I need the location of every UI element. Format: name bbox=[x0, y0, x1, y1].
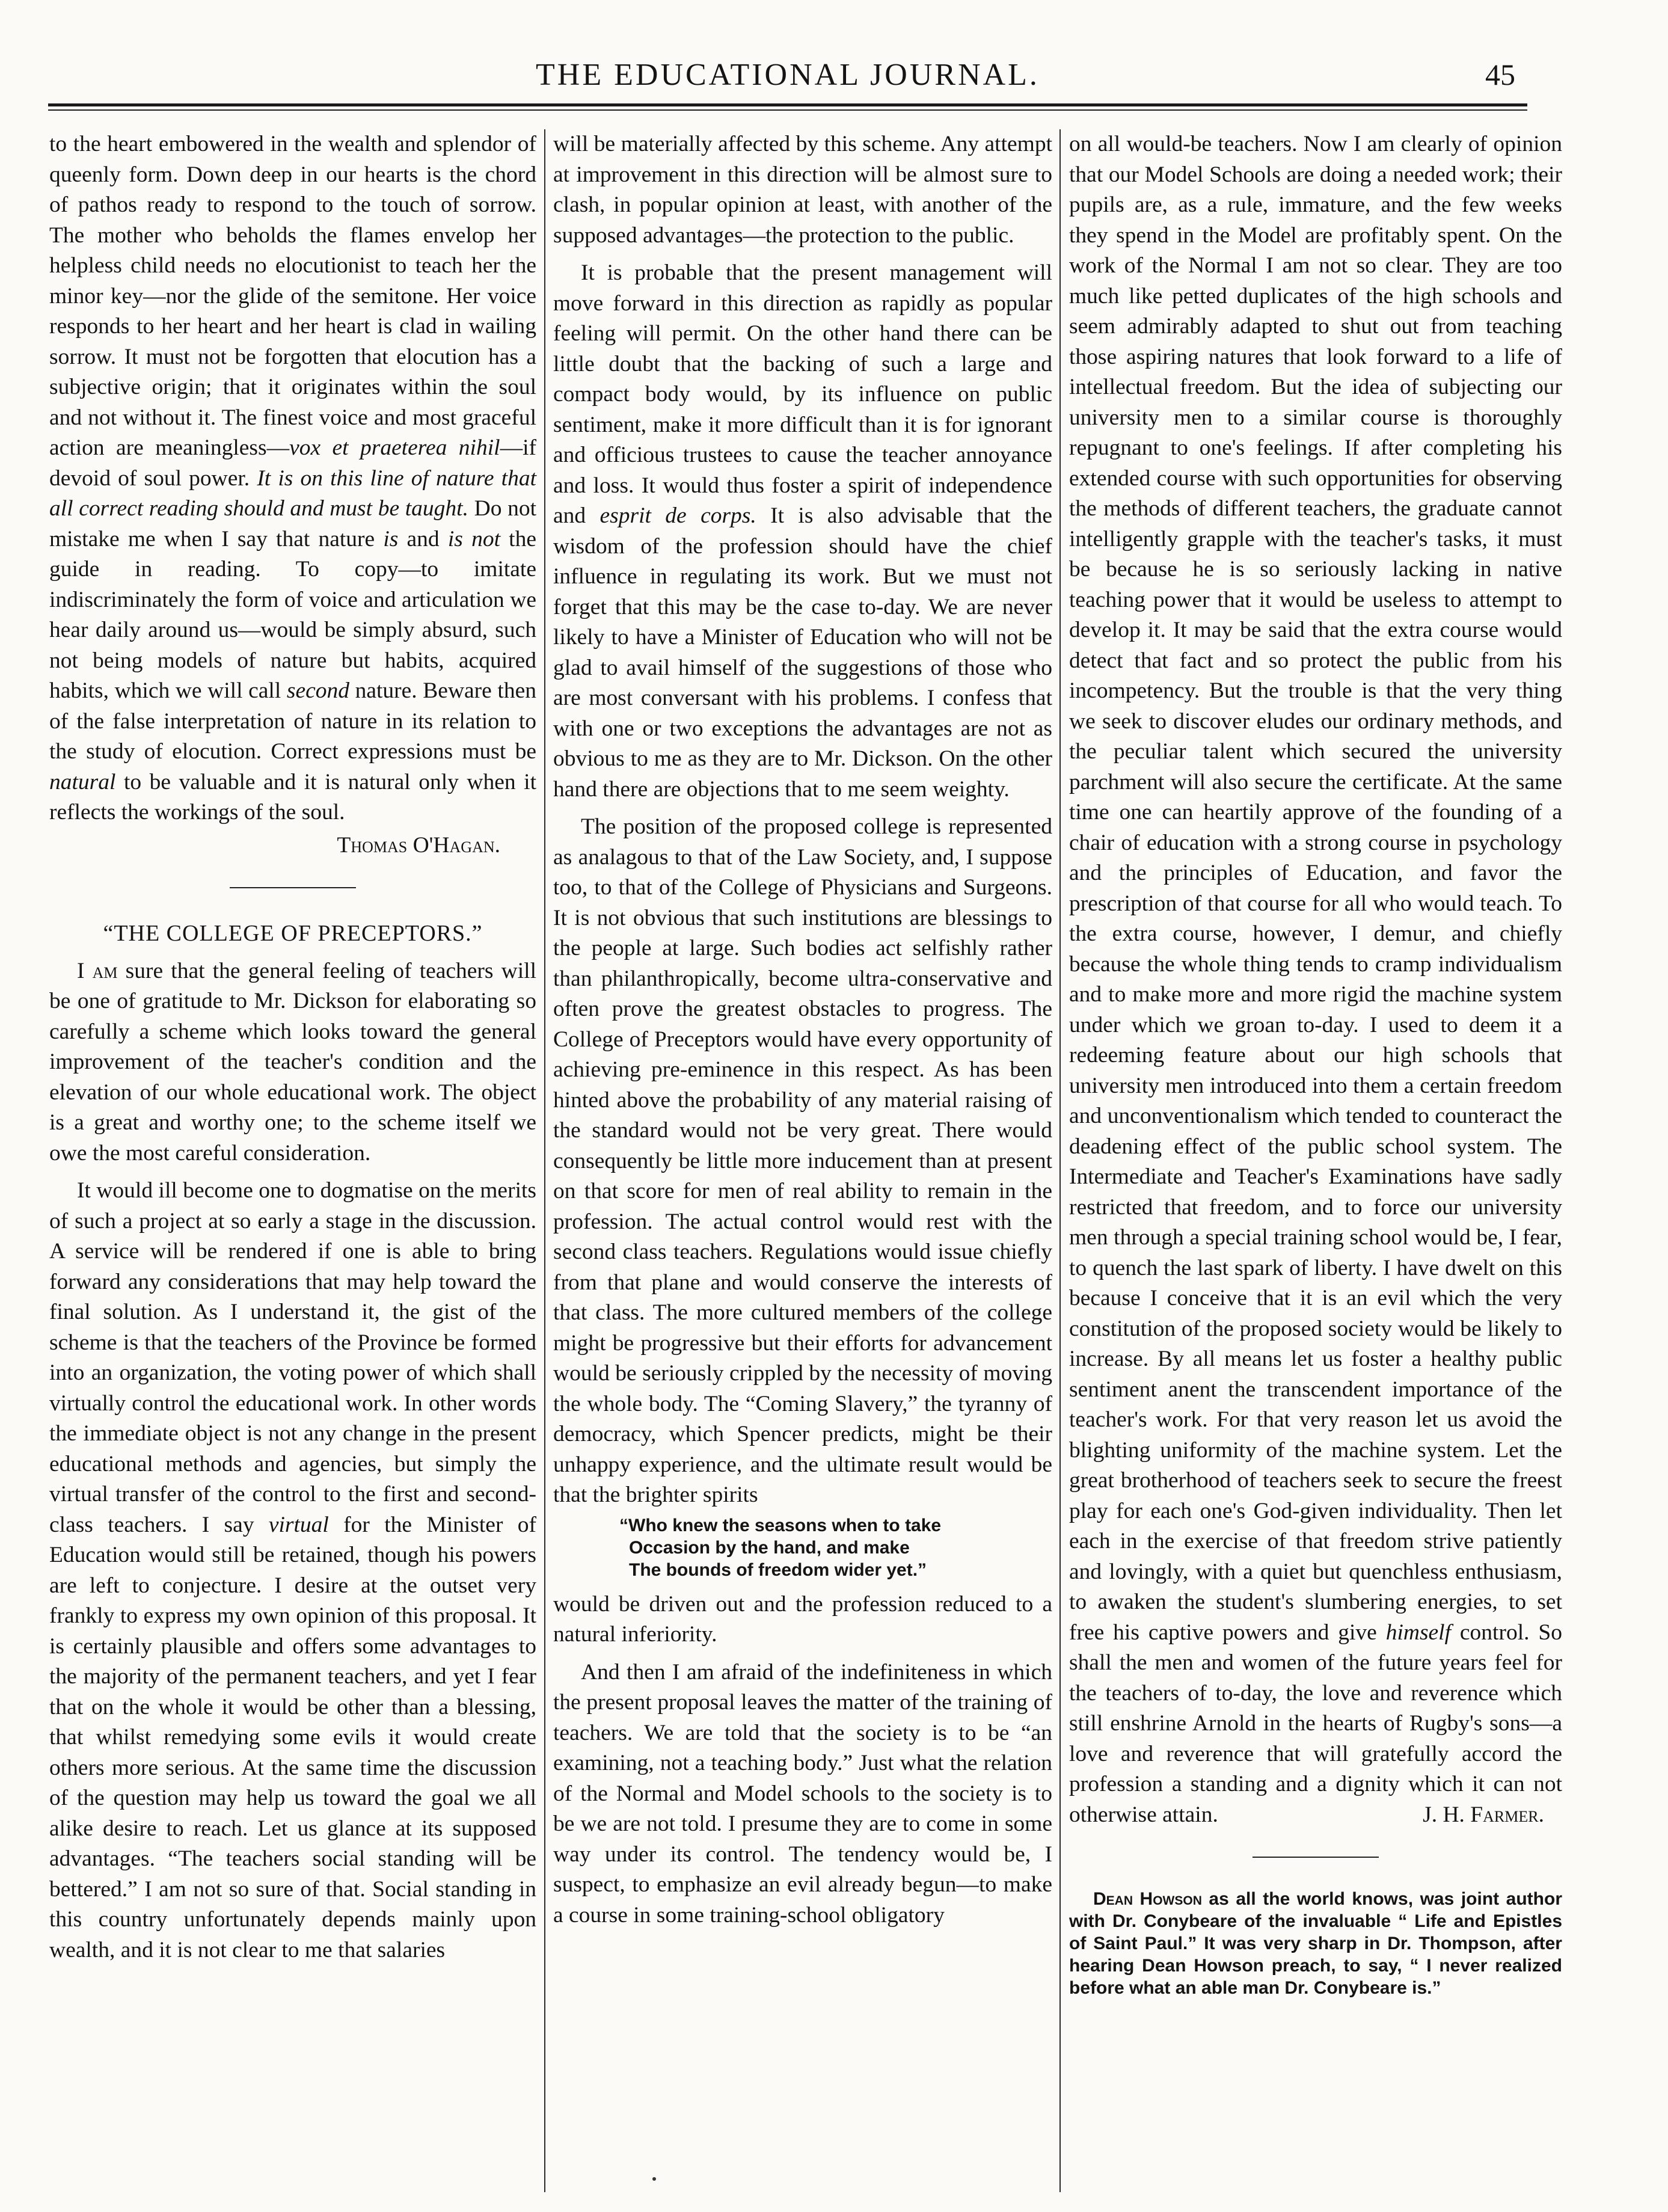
section-divider bbox=[1253, 1857, 1379, 1858]
paragraph: And then I am afraid of the indefiniteness in which the present proposal leaves the matter of the training of teachers. We are told that the society is to be “an examining, not a teaching body.” Just what the relation of the Normal and Model schools to the society is to be we are not told. I presume they are to come in some way under its control. The tendency would be, I suspect, to emphasize an evil already begun—to make a course in some training-school obligatory bbox=[553, 1659, 1052, 1928]
page-header bbox=[48, 57, 1527, 99]
poem-line: Occasion by the hand, and make bbox=[629, 1537, 910, 1558]
paragraph: will be materially affected by this scheme. Any attempt at improvement in this direction will be almost sure to clash, in popular opinion at least, with another of the supposed advantages—the protection to the public. bbox=[553, 132, 1052, 248]
header-rule-thick bbox=[48, 103, 1527, 106]
column-1 bbox=[49, 129, 536, 1965]
section-divider bbox=[230, 887, 356, 888]
paragraph: to the heart embowered in the wealth and splendor of queenly form. Down deep in our hearts is the chord of pathos ready to respond to the touch of sorrow. The mother who beholds the flames envelop her helpless child needs no elocutionist to teach her the minor key—nor the glide of the semitone. Her voice responds to her heart and her heart is clad in wailing sorrow. It must not be forgotten that elocution has a subjective origin; that it originates within the soul and not without it. The finest voice and most graceful action are meaningless—vox et praeterea nihil—if devoid of soul power. It is on this line of nature that all correct reading should and must be taught. Do not mistake me when I say that nature is and is not the guide in reading. To copy—to imitate indiscriminately the form of voice and articulation we hear daily around us—would be simply absurd, such not being models of nature but habits, acquired habits, which we will call second nature. Beware then of the false interpretation of nature in its relation to the study of elocution. Correct expressions must be natural to be valuable and it is natural only when it reflects the workings of the soul. bbox=[49, 132, 537, 825]
paragraph: I am sure that the general feeling of teachers will be one of gratitude to Mr. Dickson for elaborating so carefully a scheme which looks toward the general improvement of the teacher's condition and the elevation of our whole educational work. The object is a great and worthy one; to the scheme itself we owe the most careful consideration. bbox=[49, 958, 536, 1166]
paragraph: on all would-be teachers. Now I am clearly of opinion that our Model Schools are doing a needed work; their pupils are, as a rule, immature, and the few weeks they spend in the Model are profitably spent. On the work of the Normal I am not so clear. They are too much like petted duplicates of the high schools and seem admirably adapted to shut out from teaching those aspiring natures that look forward to a life of intellectual freedom. But the idea of subjecting our university men to a similar course is thoroughly repugnant to one's feelings. If after completing his extended course with such opportunities for observing the methods of different teachers, the graduate cannot intelligently grapple with the teacher's tasks, it must be because he is so seriously lacking in native teaching power that it would be useless to attempt to develop it. It may be said that the extra course would detect that fact and so protect the public from his incompetency. But the trouble is that the very thing we seek to discover eludes our ordinary methods, and the peculiar talent which secured the university parchment will also secure the certificate. At the same time one can heartily approve of the founding of a chair of education with a strong course in psychology and the principles of Education, and favor the prescription of that course for all who would teach. To the extra course, however, I demur, and chiefly because the whole thing tends to cramp individualism and to make more and more rigid the machine system under which we groan to-day. I used to deem it a redeeming feature about our high schools that university men introduced into them a certain freedom and unconventionalism which tended to counteract the deadening effect of the public school system. The Intermediate and Teacher's Examinations have sadly restricted that freedom, and to force our university men through a special training school would be, I fear, to quench the last spark of liberty. I have dwelt on this because I conceive that it is an evil which the very constitution of the proposed society would be likely to increase. By all means let us foster a healthy public sentiment anent the transcendent importance of the teacher's work. For that very reason let us avoid the blighting uniformity of the machine system. Let the great brotherhood of teachers seek to secure the freest play for each one's God-given individuality. Then let each in the exercise of that freedom strive patiently and lovingly, with a quiet but quenchless enthusiasm, to awaken the student's slumbering energies, to set free his captive powers and give himself control. So shall the men and women of the future years feel for the teachers of to-day, the love and reverence which still enshrine Arnold in the hearts of Rugby's sons—a love and reverence that will gratefully accord the profession a standing and a dignity which it can not otherwise attain. J. H. Farmer. bbox=[1069, 129, 1562, 1830]
paragraph: It is probable that the present management will move forward in this direction as rapidly as popular feeling will permit. On the other hand there can be little doubt that the backing of such a large and compact body would, by its influence on public sentiment, make it more difficult than it is for ignorant and officious trustees to cause the teacher annoyance and loss. It would thus foster a spirit of independence and esprit de corps. It is also advisable that the wisdom of the profession should have the chief influence in regulating its work. But we must not forget that this may be the case to-day. We are never likely to have a Minister of Education who will not be glad to avail himself of the suggestions of those who are most conversant with his problems. I confess that with one or two exceptions the advantages are not as obvious to me as they are to Mr. Dickson. On the other hand there are objections that to me seem weighty. bbox=[553, 260, 1052, 802]
paragraph: It would ill become one to dogmatise on the merits of such a project at so early a stage in the discussion. A service will be rendered if one is able to bring forward any considerations that may help toward the final solution. As I understand it, the gist of the scheme is that the teachers of the Province be formed into an organization, the voting power of which shall virtually control the educational work. In other words the immediate object is not any change in the present educational methods and agencies, but simply the virtual transfer of the control to the first and second-class teachers. I say virtual for the Minister of Education would still be retained, though his powers are left to conjecture. I desire at the outset very frankly to express my own opinion of this proposal. It is certainly plausible and offers some advantages to the majority of the permanent teachers, and yet I fear that on the whole it would be other than a blessing, that whilst remedying some evils it would create others more serious. At the same time the discussion of the question may help us toward the goal we all alike desire to reach. Let us glance at its supposed advantages. “The teachers social standing will be bettered.” I am not so sure of that. Social standing in this country unfortunately depends mainly upon wealth, and it is not clear to me that salaries bbox=[49, 1178, 536, 1962]
paragraph: The position of the proposed college is represented as analagous to that of the Law Society, and, I suppose too, to that of the College of Physicians and Surgeons. It is not obvious that such institutions are blessings to the people at large. Such bodies act selfishly rather than philanthropically, become ultra-conservative and often prove the greatest obstacles to progress. The College of Preceptors would have every opportunity of achieving pre-eminence in this respect. As has been hinted above the probability of any material raising of the standard would not be very great. There would consequently be little more inducement than at present on that score for men of real ability to remain in the profession. The actual control would rest with the second class teachers. Regulations would issue chiefly from that plane and would conserve the interests of that class. The more cultured members of the college might be progressive but their efforts for advancement would be seriously crippled by the necessity of moving the whole body. The “Coming Slavery,” the tyranny of democracy, which Spencer predicts, might be their unhappy experience, and the ultimate result would be that the brighter spirits bbox=[553, 814, 1052, 1507]
column-divider-1 bbox=[544, 129, 545, 2192]
author-signature: Thomas O'Hagan. bbox=[337, 832, 500, 858]
article-heading: “THE COLLEGE OF PRECEPTORS.” bbox=[103, 921, 483, 946]
journal-title: THE EDUCATIONAL JOURNAL. bbox=[536, 58, 1040, 92]
header-rule-thin bbox=[48, 109, 1527, 111]
author-signature: J. H. Farmer. bbox=[1423, 1802, 1544, 1827]
print-speck bbox=[652, 2177, 656, 2181]
poem-line: “Who knew the seasons when to take bbox=[619, 1515, 942, 1535]
column-3 bbox=[1069, 129, 1562, 1999]
column-2 bbox=[553, 129, 1052, 1931]
paragraph: would be driven out and the profession reduced to a natural inferiority. bbox=[553, 1591, 1052, 1647]
column-divider-2 bbox=[1059, 129, 1061, 2192]
page-number: 45 bbox=[1485, 58, 1515, 91]
footnote-paragraph: Dean Howson as all the world knows, was joint author with Dr. Conybeare of the invaluable “ Life and Epistles of Saint Paul.” It was very sharp in Dr. Thompson, after hearing Dean Howson preach, to say, “ I never realized before what an able man Dr. Conybeare is.” bbox=[1069, 1889, 1562, 1998]
poem-line: The bounds of freedom wider yet.” bbox=[629, 1559, 927, 1580]
poem-quote bbox=[553, 1514, 1052, 1581]
